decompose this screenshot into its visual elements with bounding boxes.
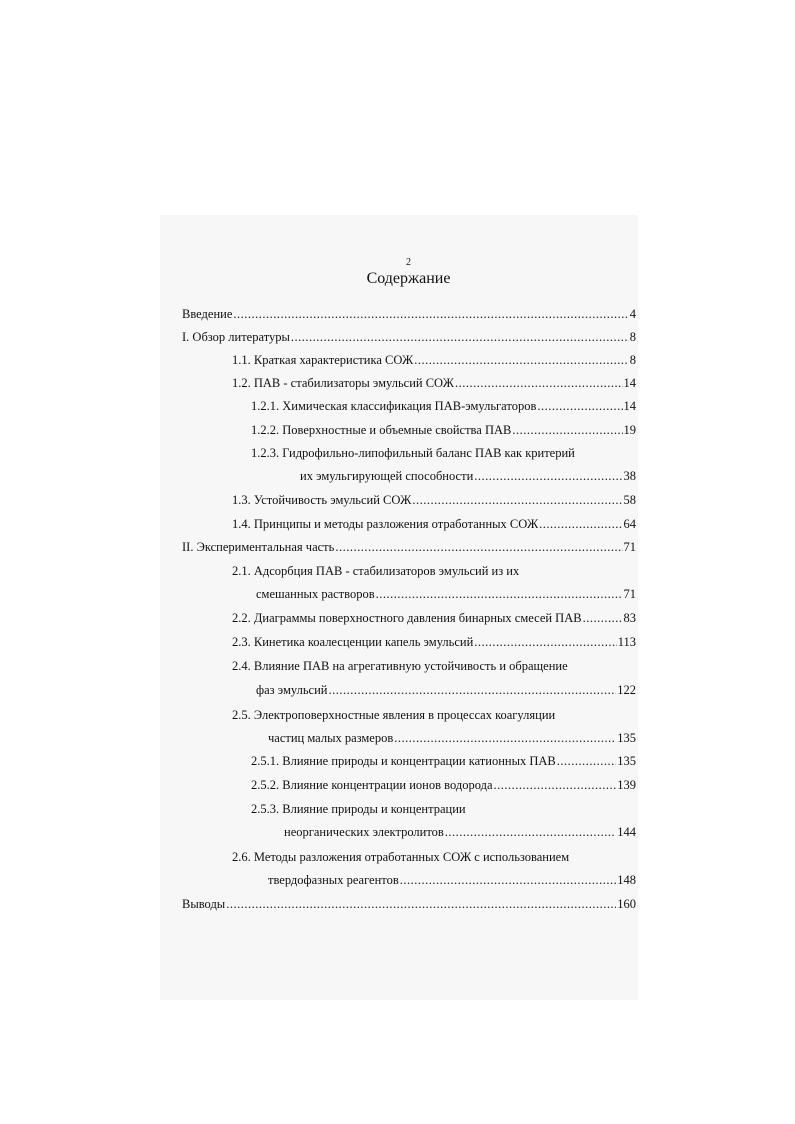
toc-page-number: 122 bbox=[617, 683, 636, 697]
leader-dots bbox=[226, 895, 616, 913]
toc-entry-text: 2.2. Диаграммы поверхностного давления бинарных смесей ПАВ bbox=[232, 611, 582, 625]
leader-dots bbox=[474, 467, 622, 485]
toc-entry-2-1[interactable] bbox=[256, 585, 636, 603]
toc-entry-text: 2.5.1. Влияние природы и концентрации катионных ПАВ bbox=[251, 754, 556, 768]
leader-dots bbox=[376, 585, 623, 603]
toc-page-number: 14 bbox=[623, 399, 636, 413]
toc-entry-2-1-title[interactable]: 2.1. Адсорбция ПАВ - стабилизаторов эмульсий из их bbox=[232, 564, 520, 578]
leader-dots bbox=[539, 515, 622, 533]
leader-dots bbox=[414, 351, 628, 369]
toc-entry-1-3[interactable] bbox=[232, 491, 636, 509]
leader-dots bbox=[583, 609, 623, 627]
toc-entry-text: 1.2.1. Химическая классификация ПАВ-эмульгаторов bbox=[251, 399, 537, 413]
toc-entry-text: частиц малых размеров bbox=[268, 731, 394, 745]
toc-entry-text: фаз эмульсий bbox=[256, 683, 328, 697]
toc-entry-1-2-3[interactable] bbox=[300, 467, 636, 485]
toc-entry-2-5-3[interactable] bbox=[284, 823, 636, 841]
toc-entry-text: 1.4. Принципы и методы разложения отработанных СОЖ bbox=[232, 517, 539, 531]
toc-entry-2-5-3-title[interactable]: 2.5.3. Влияние природы и концентрации bbox=[251, 802, 466, 816]
toc-entry-intro[interactable] bbox=[182, 305, 636, 323]
leader-dots bbox=[537, 397, 622, 415]
toc-entry-text: II. Экспериментальная часть bbox=[182, 540, 335, 554]
toc-entry-text: неорганических электролитов bbox=[284, 825, 444, 839]
leader-dots bbox=[474, 633, 616, 651]
toc-entry-2-5-2[interactable] bbox=[251, 776, 636, 794]
toc-entry-text: твердофазных реагентов bbox=[268, 873, 399, 887]
toc-page-number: 144 bbox=[617, 825, 636, 839]
leader-dots bbox=[557, 752, 617, 770]
toc-page-number: 135 bbox=[617, 731, 636, 745]
toc-entry-text: Введение bbox=[182, 307, 233, 321]
leader-dots bbox=[394, 729, 616, 747]
toc-entry-conclusions[interactable] bbox=[182, 895, 636, 913]
toc-page-number: 113 bbox=[617, 635, 636, 649]
page-title: Содержание bbox=[366, 270, 451, 287]
toc-entry-text: 1.3. Устойчивость эмульсий СОЖ bbox=[232, 493, 412, 507]
toc-entry-text: I. Обзор литературы bbox=[182, 330, 290, 344]
leader-dots bbox=[445, 823, 616, 841]
toc-entry-2-5-title[interactable]: 2.5. Электроповерхностные явления в процессах коагуляции bbox=[232, 708, 556, 722]
toc-entry-2-5-1[interactable] bbox=[251, 752, 636, 770]
toc-page-number: 64 bbox=[623, 517, 636, 531]
toc-page-number: 8 bbox=[629, 330, 636, 344]
leader-dots bbox=[512, 421, 622, 439]
toc-entry-2-6[interactable] bbox=[268, 871, 636, 889]
toc-entry-1-4[interactable] bbox=[232, 515, 636, 533]
toc-entry-text: 1.2. ПАВ - стабилизаторы эмульсий СОЖ bbox=[232, 376, 454, 390]
toc-entry-chapter-2[interactable] bbox=[182, 538, 636, 556]
leader-dots bbox=[400, 871, 617, 889]
toc-page-number: 71 bbox=[623, 540, 636, 554]
toc-page-number: 135 bbox=[617, 754, 636, 768]
toc-page-number: 19 bbox=[623, 423, 636, 437]
toc-page-number: 71 bbox=[623, 587, 636, 601]
toc-page-number: 38 bbox=[623, 469, 636, 483]
leader-dots bbox=[412, 491, 622, 509]
toc-page-number: 14 bbox=[623, 376, 636, 390]
toc-page-number: 148 bbox=[617, 873, 636, 887]
toc-entry-1-2-1[interactable] bbox=[251, 397, 636, 415]
toc-page-number: 4 bbox=[629, 307, 636, 321]
toc-entry-text: Выводы bbox=[182, 897, 226, 911]
toc-entry-text: 1.1. Краткая характеристика СОЖ bbox=[232, 353, 414, 367]
toc-entry-2-6-title[interactable]: 2.6. Методы разложения отработанных СОЖ с использованием bbox=[232, 850, 570, 864]
leader-dots bbox=[455, 374, 623, 392]
toc-entry-text: 2.5.2. Влияние концентрации ионов водорода bbox=[251, 778, 493, 792]
toc-page-number: 139 bbox=[617, 778, 636, 792]
leader-dots bbox=[328, 681, 616, 699]
toc-entry-2-2[interactable] bbox=[232, 609, 636, 627]
toc-page-number: 8 bbox=[629, 353, 636, 367]
toc-page-number: 58 bbox=[623, 493, 636, 507]
toc-entry-2-3[interactable] bbox=[232, 633, 636, 651]
toc-entry-2-5[interactable] bbox=[268, 729, 636, 747]
toc-entry-text: 1.2.2. Поверхностные и объемные свойства ПАВ bbox=[251, 423, 512, 437]
toc-page-number: 83 bbox=[623, 611, 636, 625]
leader-dots bbox=[233, 305, 628, 323]
toc-page-number: 160 bbox=[617, 897, 636, 911]
leader-dots bbox=[291, 328, 629, 346]
toc-entry-2-4-title[interactable]: 2.4. Влияние ПАВ на агрегативную устойчивость и обращение bbox=[232, 659, 568, 673]
toc-entry-1-2-2[interactable] bbox=[251, 421, 636, 439]
toc-entry-1-2[interactable] bbox=[232, 374, 636, 392]
toc-entry-1-2-3-title[interactable]: 1.2.3. Гидрофильно-липофильный баланс ПАВ как критерий bbox=[251, 446, 575, 460]
page-number: 2 bbox=[406, 257, 411, 268]
toc-entry-2-4[interactable] bbox=[256, 681, 636, 699]
toc-entry-1-1[interactable] bbox=[232, 351, 636, 369]
toc-entry-chapter-1[interactable] bbox=[182, 328, 636, 346]
toc-entry-text: их эмульгирующей способности bbox=[300, 469, 474, 483]
leader-dots bbox=[494, 776, 617, 794]
leader-dots bbox=[335, 538, 622, 556]
toc-entry-text: 2.3. Кинетика коалесценции капель эмульсий bbox=[232, 635, 474, 649]
toc-entry-text: смешанных растворов bbox=[256, 587, 375, 601]
